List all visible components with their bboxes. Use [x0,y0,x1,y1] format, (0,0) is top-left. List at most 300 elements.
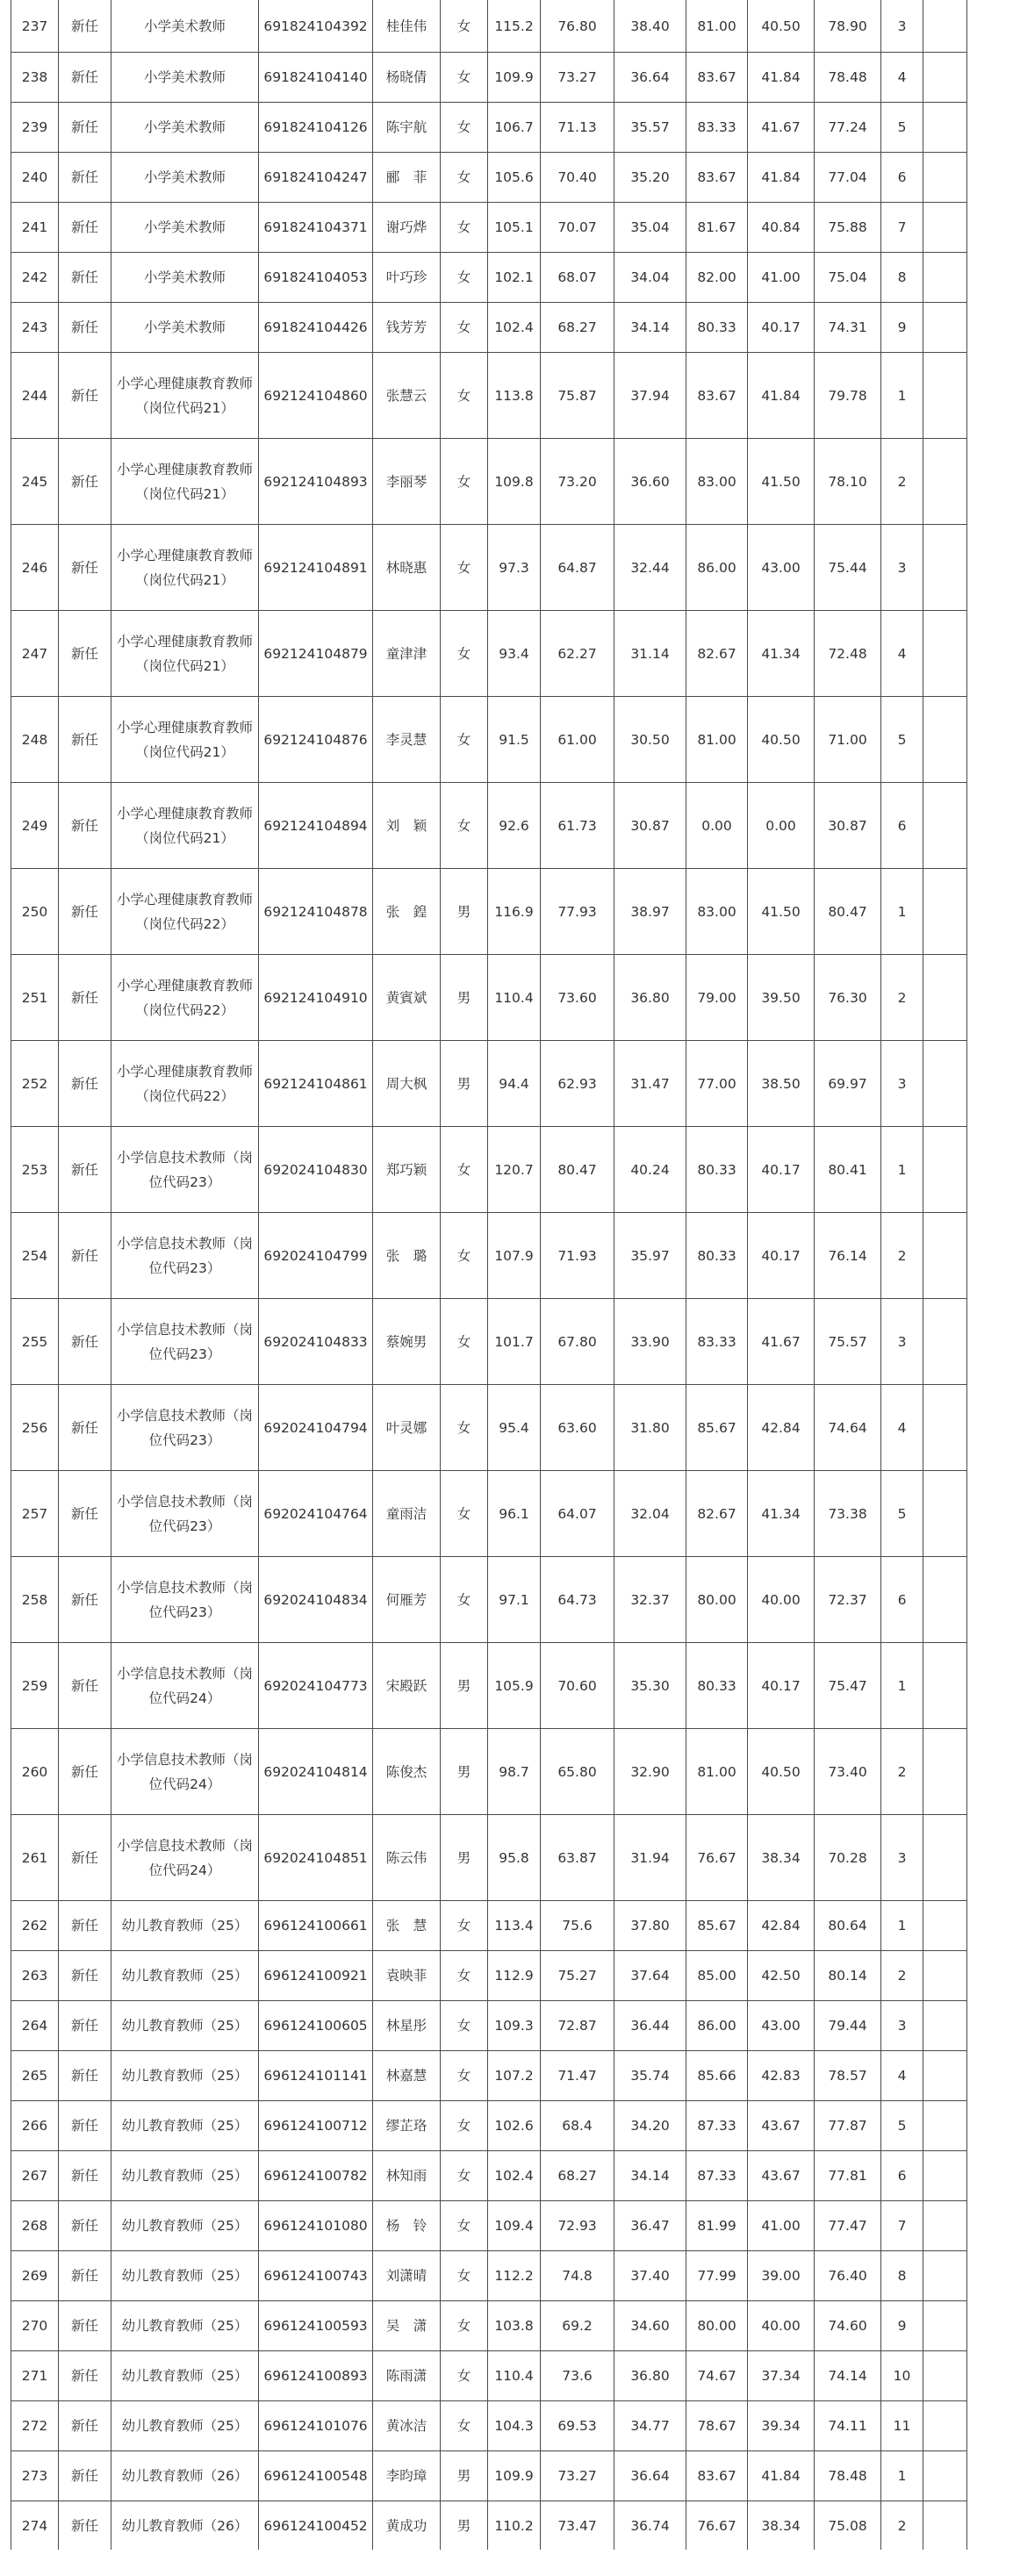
category-cell: 新任 [59,2201,111,2251]
candidate-name-cell: 陈宇航 [373,103,441,153]
candidate-name-cell: 袁映菲 [373,1951,441,2001]
category-cell: 新任 [59,2301,111,2351]
gender-cell: 女 [441,2401,488,2451]
exam-id-cell: 696124100661 [259,1901,373,1951]
candidate-name-cell: 林晓惠 [373,525,441,611]
gender-cell: 女 [441,2201,488,2251]
interview-weighted-cell: 39.50 [748,955,815,1041]
position-cell: 幼儿教育教师（25） [111,1901,259,1951]
rank-cell: 6 [881,2151,923,2201]
table-row [11,1729,967,1815]
written-converted-cell: 71.13 [541,103,614,153]
category-cell: 新任 [59,53,111,103]
interview-score-cell: 77.00 [686,1041,748,1127]
written-raw-cell: 101.7 [488,1299,541,1385]
table-row [11,2101,967,2151]
rank-cell: 3 [881,1299,923,1385]
rank-cell: 5 [881,2101,923,2151]
exam-id-cell: 692024104833 [259,1299,373,1385]
position-cell: 幼儿教育教师（25） [111,2201,259,2251]
gender-cell: 女 [441,1901,488,1951]
total-score-cell: 75.04 [815,253,881,303]
total-score-cell: 73.38 [815,1471,881,1557]
position-cell: 小学信息技术教师（岗位代码23） [111,1299,259,1385]
written-raw-cell: 106.7 [488,103,541,153]
gender-cell: 女 [441,2101,488,2151]
gender-cell: 女 [441,1385,488,1471]
interview-score-cell: 74.67 [686,2351,748,2401]
row-number-cell: 251 [11,955,59,1041]
exam-id-cell: 692124104878 [259,869,373,955]
row-number-cell: 259 [11,1643,59,1729]
written-raw-cell: 105.9 [488,1643,541,1729]
exam-id-cell: 691824104426 [259,303,373,353]
position-cell: 小学信息技术教师（岗位代码23） [111,1471,259,1557]
interview-weighted-cell: 40.17 [748,1213,815,1299]
interview-weighted-cell: 40.50 [748,1729,815,1815]
exam-id-cell: 692124104860 [259,353,373,439]
position-cell: 小学心理健康教育教师（岗位代码22） [111,869,259,955]
gender-cell: 男 [441,869,488,955]
row-number-cell: 265 [11,2051,59,2101]
written-converted-cell: 80.47 [541,1127,614,1213]
interview-score-cell: 83.67 [686,153,748,203]
written-weighted-cell: 34.20 [614,2101,686,2151]
remark-cell [923,53,967,103]
row-number-cell: 241 [11,203,59,253]
interview-weighted-cell: 40.50 [748,697,815,783]
category-cell: 新任 [59,1127,111,1213]
rank-cell: 2 [881,1729,923,1815]
row-number-cell: 269 [11,2251,59,2301]
written-raw-cell: 92.6 [488,783,541,869]
candidate-name-cell: 黄賓斌 [373,955,441,1041]
interview-score-cell: 85.67 [686,1901,748,1951]
gender-cell: 女 [441,2351,488,2401]
category-cell: 新任 [59,1643,111,1729]
candidate-name-cell: 陈俊杰 [373,1729,441,1815]
interview-score-cell: 83.67 [686,353,748,439]
gender-cell: 女 [441,611,488,697]
written-converted-cell: 68.07 [541,253,614,303]
written-raw-cell: 97.3 [488,525,541,611]
exam-id-cell: 692124104876 [259,697,373,783]
interview-weighted-cell: 41.67 [748,1299,815,1385]
written-weighted-cell: 33.90 [614,1299,686,1385]
rank-cell: 3 [881,1041,923,1127]
candidate-name-cell: 杨 铃 [373,2201,441,2251]
position-cell: 小学美术教师 [111,103,259,153]
written-weighted-cell: 38.40 [614,0,686,53]
candidate-name-cell: 童雨洁 [373,1471,441,1557]
table-row [11,1901,967,1951]
exam-id-cell: 692124104910 [259,955,373,1041]
gender-cell: 女 [441,0,488,53]
table-row [11,2351,967,2401]
row-number-cell: 268 [11,2201,59,2251]
written-weighted-cell: 35.04 [614,203,686,253]
interview-weighted-cell: 38.50 [748,1041,815,1127]
rank-cell: 2 [881,1951,923,2001]
row-number-cell: 242 [11,253,59,303]
remark-cell [923,2151,967,2201]
written-raw-cell: 112.9 [488,1951,541,2001]
written-raw-cell: 109.3 [488,2001,541,2051]
total-score-cell: 75.44 [815,525,881,611]
candidate-name-cell: 林知雨 [373,2151,441,2201]
row-number-cell: 267 [11,2151,59,2201]
candidate-name-cell: 李丽琴 [373,439,441,525]
interview-score-cell: 85.67 [686,1385,748,1471]
gender-cell: 女 [441,1213,488,1299]
remark-cell [923,0,967,53]
exam-id-cell: 696124100605 [259,2001,373,2051]
written-raw-cell: 110.4 [488,955,541,1041]
row-number-cell: 245 [11,439,59,525]
written-raw-cell: 91.5 [488,697,541,783]
interview-weighted-cell: 42.84 [748,1385,815,1471]
table-row [11,353,967,439]
category-cell: 新任 [59,203,111,253]
exam-id-cell: 696124100743 [259,2251,373,2301]
written-weighted-cell: 35.57 [614,103,686,153]
category-cell: 新任 [59,253,111,303]
remark-cell [923,955,967,1041]
gender-cell: 女 [441,2001,488,2051]
rank-cell: 2 [881,955,923,1041]
table-row [11,0,967,53]
category-cell: 新任 [59,2451,111,2501]
table-row [11,2151,967,2201]
candidate-name-cell: 宋殿跃 [373,1643,441,1729]
interview-weighted-cell: 40.00 [748,1557,815,1643]
position-cell: 小学信息技术教师（岗位代码23） [111,1385,259,1471]
table-row [11,697,967,783]
table-row [11,525,967,611]
remark-cell [923,2101,967,2151]
gender-cell: 女 [441,1127,488,1213]
written-weighted-cell: 36.74 [614,2501,686,2551]
written-converted-cell: 71.93 [541,1213,614,1299]
table-row [11,2251,967,2301]
gender-cell: 女 [441,103,488,153]
total-score-cell: 75.88 [815,203,881,253]
interview-weighted-cell: 0.00 [748,783,815,869]
remark-cell [923,1901,967,1951]
interview-score-cell: 80.33 [686,1643,748,1729]
exam-id-cell: 696124100452 [259,2501,373,2551]
remark-cell [923,303,967,353]
remark-cell [923,203,967,253]
rank-cell: 4 [881,611,923,697]
candidate-name-cell: 桂佳伟 [373,0,441,53]
category-cell: 新任 [59,2151,111,2201]
interview-score-cell: 80.00 [686,1557,748,1643]
written-weighted-cell: 36.64 [614,53,686,103]
row-number-cell: 260 [11,1729,59,1815]
written-raw-cell: 109.9 [488,2451,541,2501]
position-cell: 幼儿教育教师（26） [111,2451,259,2501]
interview-score-cell: 82.67 [686,1471,748,1557]
candidate-name-cell: 李昀璋 [373,2451,441,2501]
written-raw-cell: 113.8 [488,353,541,439]
written-raw-cell: 109.8 [488,439,541,525]
written-raw-cell: 94.4 [488,1041,541,1127]
table-row [11,2401,967,2451]
total-score-cell: 76.30 [815,955,881,1041]
position-cell: 小学心理健康教育教师（岗位代码21） [111,783,259,869]
gender-cell: 男 [441,1815,488,1901]
gender-cell: 男 [441,1041,488,1127]
category-cell: 新任 [59,2051,111,2101]
total-score-cell: 78.57 [815,2051,881,2101]
candidate-name-cell: 郑巧颖 [373,1127,441,1213]
exam-id-cell: 692024104799 [259,1213,373,1299]
written-raw-cell: 109.9 [488,53,541,103]
total-score-cell: 74.60 [815,2301,881,2351]
written-converted-cell: 64.07 [541,1471,614,1557]
category-cell: 新任 [59,783,111,869]
exam-id-cell: 696124101076 [259,2401,373,2451]
written-raw-cell: 112.2 [488,2251,541,2301]
total-score-cell: 74.64 [815,1385,881,1471]
written-weighted-cell: 40.24 [614,1127,686,1213]
exam-id-cell: 692124104894 [259,783,373,869]
written-converted-cell: 73.6 [541,2351,614,2401]
rank-cell: 8 [881,253,923,303]
table-row [11,1385,967,1471]
interview-score-cell: 79.00 [686,955,748,1041]
remark-cell [923,697,967,783]
category-cell: 新任 [59,611,111,697]
remark-cell [923,1471,967,1557]
exam-id-cell: 691824104392 [259,0,373,53]
row-number-cell: 274 [11,2501,59,2551]
interview-score-cell: 81.99 [686,2201,748,2251]
interview-score-cell: 81.00 [686,697,748,783]
total-score-cell: 72.48 [815,611,881,697]
rank-cell: 3 [881,525,923,611]
category-cell: 新任 [59,1901,111,1951]
table-row [11,869,967,955]
written-converted-cell: 75.87 [541,353,614,439]
row-number-cell: 258 [11,1557,59,1643]
table-row [11,783,967,869]
position-cell: 小学心理健康教育教师（岗位代码21） [111,525,259,611]
remark-cell [923,783,967,869]
interview-score-cell: 78.67 [686,2401,748,2451]
row-number-cell: 250 [11,869,59,955]
interview-score-cell: 87.33 [686,2151,748,2201]
exam-id-cell: 696124101080 [259,2201,373,2251]
remark-cell [923,2501,967,2551]
written-weighted-cell: 36.80 [614,955,686,1041]
interview-weighted-cell: 43.67 [748,2151,815,2201]
row-number-cell: 254 [11,1213,59,1299]
candidate-name-cell: 张 璐 [373,1213,441,1299]
category-cell: 新任 [59,153,111,203]
written-weighted-cell: 37.94 [614,353,686,439]
rank-cell: 3 [881,0,923,53]
written-weighted-cell: 35.20 [614,153,686,203]
gender-cell: 女 [441,697,488,783]
written-converted-cell: 70.40 [541,153,614,203]
category-cell: 新任 [59,0,111,53]
written-converted-cell: 63.60 [541,1385,614,1471]
row-number-cell: 263 [11,1951,59,2001]
category-cell: 新任 [59,2001,111,2051]
candidate-name-cell: 童津津 [373,611,441,697]
interview-score-cell: 81.00 [686,0,748,53]
position-cell: 小学信息技术教师（岗位代码24） [111,1815,259,1901]
written-converted-cell: 62.27 [541,611,614,697]
written-converted-cell: 75.6 [541,1901,614,1951]
remark-cell [923,2201,967,2251]
rank-cell: 1 [881,1127,923,1213]
rank-cell: 1 [881,869,923,955]
exam-id-cell: 691824104053 [259,253,373,303]
remark-cell [923,2351,967,2401]
row-number-cell: 238 [11,53,59,103]
total-score-cell: 76.14 [815,1213,881,1299]
gender-cell: 女 [441,2051,488,2101]
category-cell: 新任 [59,1729,111,1815]
written-weighted-cell: 30.50 [614,697,686,783]
gender-cell: 男 [441,1729,488,1815]
written-converted-cell: 73.20 [541,439,614,525]
remark-cell [923,525,967,611]
interview-score-cell: 86.00 [686,525,748,611]
gender-cell: 女 [441,353,488,439]
candidate-name-cell: 李灵慧 [373,697,441,783]
row-number-cell: 266 [11,2101,59,2151]
interview-score-cell: 76.67 [686,2501,748,2551]
rank-cell: 10 [881,2351,923,2401]
interview-score-cell: 76.67 [686,1815,748,1901]
category-cell: 新任 [59,1213,111,1299]
rank-cell: 9 [881,2301,923,2351]
interview-score-cell: 83.33 [686,103,748,153]
exam-id-cell: 692024104851 [259,1815,373,1901]
gender-cell: 女 [441,1299,488,1385]
exam-id-cell: 691824104126 [259,103,373,153]
category-cell: 新任 [59,525,111,611]
written-weighted-cell: 34.60 [614,2301,686,2351]
position-cell: 小学信息技术教师（岗位代码24） [111,1643,259,1729]
row-number-cell: 272 [11,2401,59,2451]
rank-cell: 7 [881,203,923,253]
interview-weighted-cell: 43.67 [748,2101,815,2151]
rank-cell: 3 [881,1815,923,1901]
written-weighted-cell: 30.87 [614,783,686,869]
written-converted-cell: 61.73 [541,783,614,869]
written-raw-cell: 96.1 [488,1471,541,1557]
table-row [11,2301,967,2351]
remark-cell [923,253,967,303]
candidate-name-cell: 陈云伟 [373,1815,441,1901]
row-number-cell: 248 [11,697,59,783]
candidate-name-cell: 杨晓倩 [373,53,441,103]
exam-id-cell: 692024104830 [259,1127,373,1213]
interview-score-cell: 81.00 [686,1729,748,1815]
total-score-cell: 69.97 [815,1041,881,1127]
total-score-cell: 74.31 [815,303,881,353]
row-number-cell: 249 [11,783,59,869]
exam-id-cell: 691824104247 [259,153,373,203]
row-number-cell: 237 [11,0,59,53]
position-cell: 小学心理健康教育教师（岗位代码21） [111,697,259,783]
position-cell: 幼儿教育教师（25） [111,2151,259,2201]
exam-id-cell: 696124100782 [259,2151,373,2201]
written-raw-cell: 107.9 [488,1213,541,1299]
written-converted-cell: 75.27 [541,1951,614,2001]
category-cell: 新任 [59,1299,111,1385]
remark-cell [923,2451,967,2501]
written-converted-cell: 71.47 [541,2051,614,2101]
gender-cell: 女 [441,2251,488,2301]
gender-cell: 女 [441,203,488,253]
written-weighted-cell: 37.64 [614,1951,686,2001]
candidate-name-cell: 缪芷珞 [373,2101,441,2151]
total-score-cell: 78.48 [815,2451,881,2501]
written-weighted-cell: 31.47 [614,1041,686,1127]
position-cell: 小学美术教师 [111,203,259,253]
row-number-cell: 270 [11,2301,59,2351]
interview-weighted-cell: 41.00 [748,2201,815,2251]
table-row [11,1951,967,2001]
category-cell: 新任 [59,955,111,1041]
total-score-cell: 75.47 [815,1643,881,1729]
candidate-name-cell: 叶灵娜 [373,1385,441,1471]
written-converted-cell: 68.4 [541,2101,614,2151]
exam-id-cell: 696124100712 [259,2101,373,2151]
written-raw-cell: 102.4 [488,303,541,353]
row-number-cell: 262 [11,1901,59,1951]
written-raw-cell: 97.1 [488,1557,541,1643]
interview-score-cell: 85.66 [686,2051,748,2101]
category-cell: 新任 [59,2401,111,2451]
interview-weighted-cell: 42.83 [748,2051,815,2101]
gender-cell: 女 [441,303,488,353]
interview-score-cell: 83.33 [686,1299,748,1385]
written-raw-cell: 110.4 [488,2351,541,2401]
remark-cell [923,2051,967,2101]
interview-weighted-cell: 42.84 [748,1901,815,1951]
position-cell: 幼儿教育教师（25） [111,2401,259,2451]
interview-weighted-cell: 40.00 [748,2301,815,2351]
gender-cell: 男 [441,1643,488,1729]
interview-weighted-cell: 43.00 [748,2001,815,2051]
written-converted-cell: 77.93 [541,869,614,955]
rank-cell: 5 [881,697,923,783]
exam-id-cell: 696124100893 [259,2351,373,2401]
rank-cell: 4 [881,53,923,103]
total-score-cell: 71.00 [815,697,881,783]
table-row [11,1557,967,1643]
remark-cell [923,2301,967,2351]
interview-score-cell: 82.67 [686,611,748,697]
table-row [11,955,967,1041]
total-score-cell: 74.11 [815,2401,881,2451]
interview-weighted-cell: 38.34 [748,2501,815,2551]
candidate-name-cell: 郦 菲 [373,153,441,203]
remark-cell [923,1213,967,1299]
written-raw-cell: 113.4 [488,1901,541,1951]
rank-cell: 8 [881,2251,923,2301]
remark-cell [923,439,967,525]
written-weighted-cell: 34.14 [614,2151,686,2201]
position-cell: 幼儿教育教师（25） [111,2301,259,2351]
